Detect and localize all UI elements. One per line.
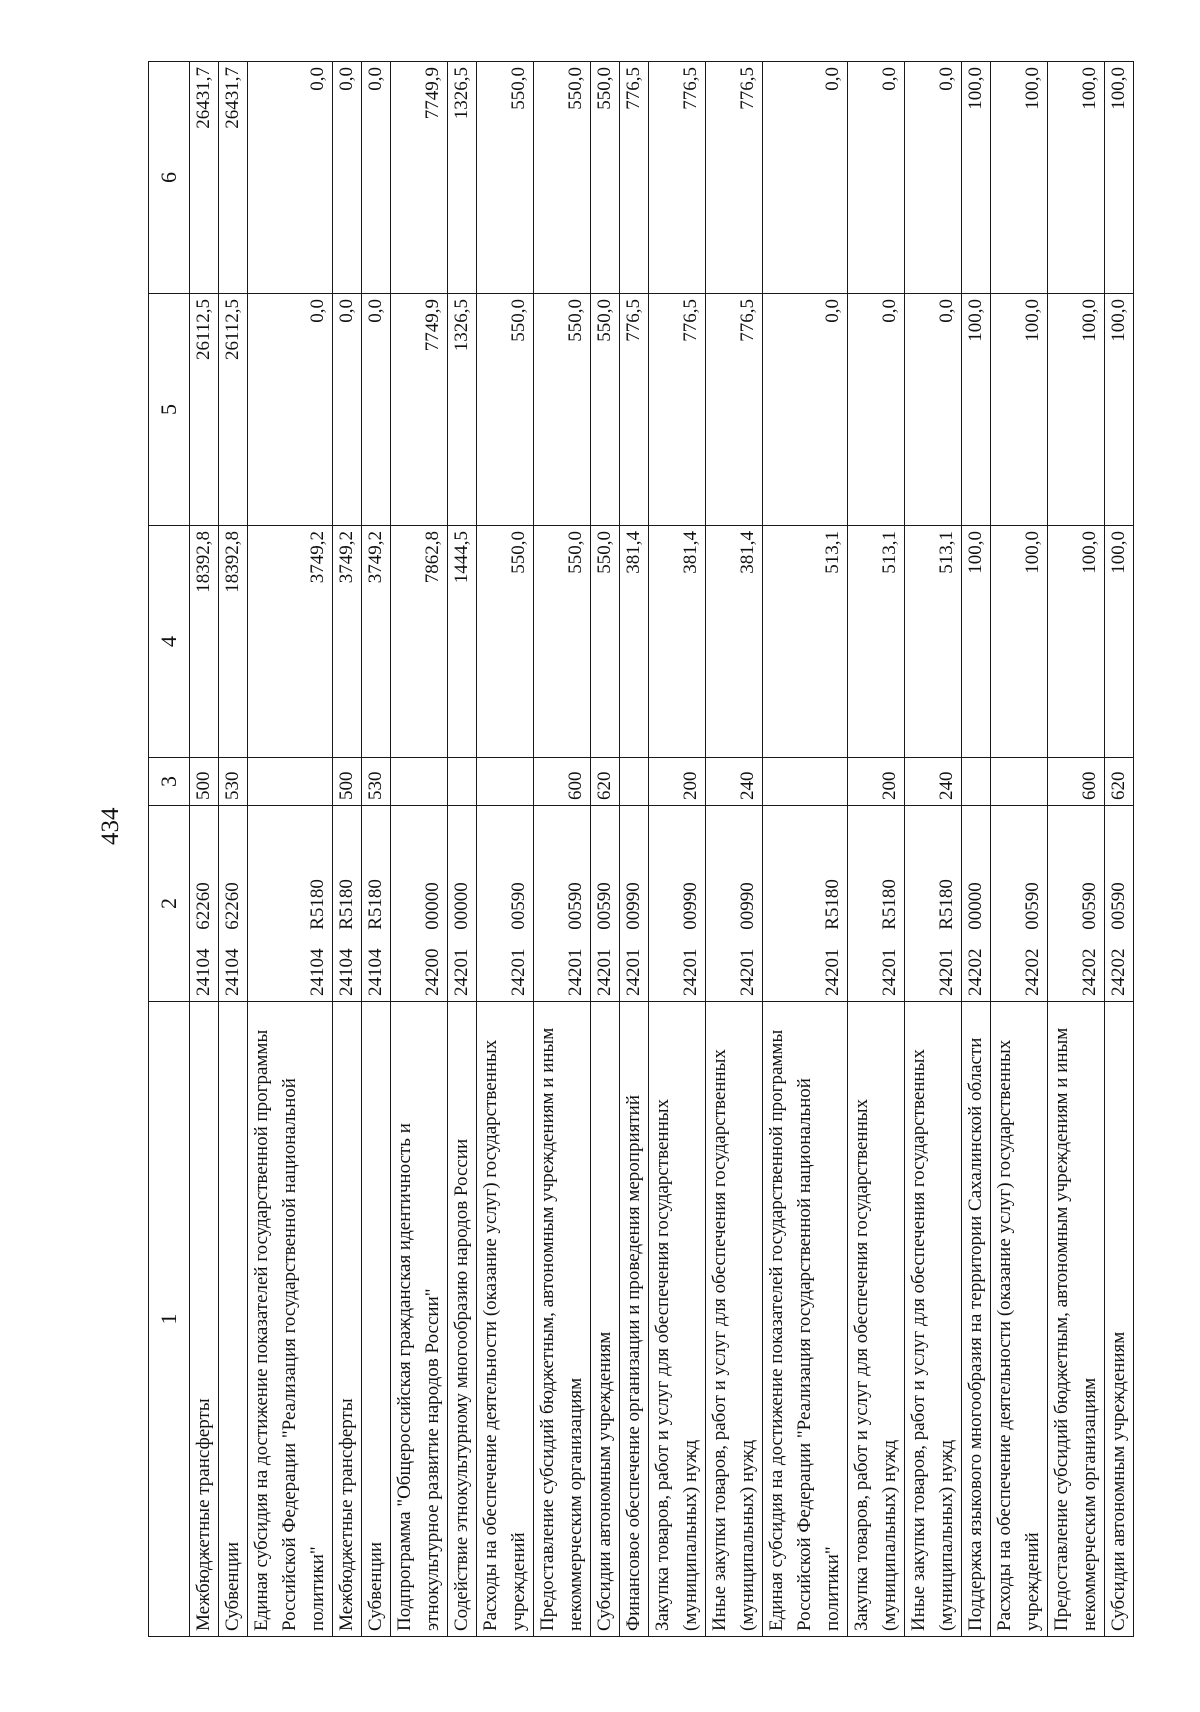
row-expense-type — [477, 758, 534, 806]
table-row — [591, 62, 620, 1637]
row-name: Поддержка языкового многообразия на территории Сахалинской области — [962, 1002, 991, 1637]
row-value-col4: 550,0 — [534, 526, 591, 758]
row-code: 24201 00590 — [477, 806, 534, 1002]
row-value-col5: 776,5 — [620, 294, 649, 526]
row-expense-type: 530 — [362, 758, 391, 806]
row-expense-type: 500 — [333, 758, 362, 806]
row-value-col5: 26112,5 — [219, 294, 248, 526]
row-value-col6: 550,0 — [534, 62, 591, 294]
budget-table-frame — [148, 62, 1158, 1637]
row-name: Предоставление субсидий бюджетным, автономным учреждениям и иным некоммерческим организациям — [1048, 1002, 1105, 1637]
row-code: 24104 R5180 — [333, 806, 362, 1002]
rotated-page-area — [148, 62, 1158, 1637]
row-value-col6: 100,0 — [962, 62, 991, 294]
column-header-5: 5 — [149, 294, 190, 526]
table-row — [848, 62, 905, 1637]
row-name: Финансовое обеспечение организации и проведения мероприятий — [620, 1002, 649, 1637]
column-header-2: 2 — [149, 806, 190, 1002]
row-expense-type: 200 — [649, 758, 706, 806]
row-code: 24202 00000 — [962, 806, 991, 1002]
table-row — [219, 62, 248, 1637]
column-header-1: 1 — [149, 1002, 190, 1637]
table-row — [190, 62, 219, 1637]
row-value-col6: 26431,7 — [190, 62, 219, 294]
row-value-col5: 0,0 — [763, 294, 848, 526]
row-code: 24201 R5180 — [763, 806, 848, 1002]
row-name: Подпрограмма "Общероссийская гражданская идентичность и этнокультурное развитие народов России" — [391, 1002, 448, 1637]
row-name: Закупка товаров, работ и услуг для обеспечения государственных (муниципальных) нужд — [848, 1002, 905, 1637]
row-value-col6: 0,0 — [848, 62, 905, 294]
row-value-col5: 100,0 — [991, 294, 1048, 526]
row-expense-type — [991, 758, 1048, 806]
row-expense-type: 600 — [534, 758, 591, 806]
row-value-col6: 100,0 — [1048, 62, 1105, 294]
row-value-col4: 513,1 — [905, 526, 962, 758]
table-row — [991, 62, 1048, 1637]
row-value-col5: 776,5 — [649, 294, 706, 526]
row-name: Субсидии автономным учреждениям — [591, 1002, 620, 1637]
row-name: Субвенции — [219, 1002, 248, 1637]
row-expense-type — [391, 758, 448, 806]
row-value-col5: 0,0 — [333, 294, 362, 526]
row-expense-type — [448, 758, 477, 806]
column-header-6: 6 — [149, 62, 190, 294]
row-value-col4: 18392,8 — [219, 526, 248, 758]
table-row — [477, 62, 534, 1637]
row-value-col6: 550,0 — [591, 62, 620, 294]
page-number: 434 — [97, 807, 124, 845]
row-expense-type: 620 — [1105, 758, 1134, 806]
row-value-col4: 381,4 — [706, 526, 763, 758]
row-value-col4: 1444,5 — [448, 526, 477, 758]
row-value-col6: 0,0 — [905, 62, 962, 294]
row-expense-type: 200 — [848, 758, 905, 806]
row-value-col4: 550,0 — [477, 526, 534, 758]
row-expense-type — [962, 758, 991, 806]
row-name: Субсидии автономным учреждениям — [1105, 1002, 1134, 1637]
row-value-col4: 7862,8 — [391, 526, 448, 758]
table-row — [333, 62, 362, 1637]
row-value-col4: 100,0 — [962, 526, 991, 758]
row-expense-type: 620 — [591, 758, 620, 806]
row-code: 24201 R5180 — [848, 806, 905, 1002]
row-value-col6: 776,5 — [620, 62, 649, 294]
row-code: 24200 00000 — [391, 806, 448, 1002]
row-name: Межбюджетные трансферты — [333, 1002, 362, 1637]
row-expense-type — [763, 758, 848, 806]
row-name: Единая субсидия на достижение показателей государственной программы Российской Федерации "Реализация государственной национальной политики" — [248, 1002, 333, 1637]
row-expense-type: 240 — [706, 758, 763, 806]
row-value-col5: 7749,9 — [391, 294, 448, 526]
row-value-col6: 0,0 — [362, 62, 391, 294]
row-value-col4: 513,1 — [848, 526, 905, 758]
row-value-col4: 513,1 — [763, 526, 848, 758]
row-name: Субвенции — [362, 1002, 391, 1637]
row-expense-type: 500 — [190, 758, 219, 806]
row-code: 24201 R5180 — [905, 806, 962, 1002]
row-expense-type — [620, 758, 649, 806]
row-code: 24201 00990 — [649, 806, 706, 1002]
row-expense-type: 600 — [1048, 758, 1105, 806]
row-code: 24201 00990 — [706, 806, 763, 1002]
row-value-col4: 381,4 — [620, 526, 649, 758]
row-name: Предоставление субсидий бюджетным, автономным учреждениям и иным некоммерческим организациям — [534, 1002, 591, 1637]
row-value-col5: 26112,5 — [190, 294, 219, 526]
row-value-col5: 100,0 — [962, 294, 991, 526]
row-value-col6: 100,0 — [991, 62, 1048, 294]
row-code: 24202 00590 — [1105, 806, 1134, 1002]
table-row — [1105, 62, 1134, 1637]
row-value-col5: 0,0 — [362, 294, 391, 526]
table-row — [905, 62, 962, 1637]
row-expense-type — [248, 758, 333, 806]
row-code: 24201 00590 — [534, 806, 591, 1002]
table-row — [763, 62, 848, 1637]
table-row — [391, 62, 448, 1637]
row-value-col5: 100,0 — [1048, 294, 1105, 526]
row-name: Закупка товаров, работ и услуг для обеспечения государственных (муниципальных) нужд — [649, 1002, 706, 1637]
table-row — [534, 62, 591, 1637]
row-value-col5: 550,0 — [534, 294, 591, 526]
table-row — [448, 62, 477, 1637]
row-code: 24202 00590 — [991, 806, 1048, 1002]
table-row — [248, 62, 333, 1637]
row-code: 24201 00000 — [448, 806, 477, 1002]
row-value-col6: 0,0 — [333, 62, 362, 294]
header-row — [149, 62, 190, 1637]
row-value-col6: 0,0 — [763, 62, 848, 294]
row-value-col4: 3749,2 — [333, 526, 362, 758]
row-expense-type: 530 — [219, 758, 248, 806]
row-value-col4: 18392,8 — [190, 526, 219, 758]
row-code: 24104 62260 — [219, 806, 248, 1002]
row-value-col6: 1326,5 — [448, 62, 477, 294]
row-code: 24201 00590 — [591, 806, 620, 1002]
row-value-col6: 100,0 — [1105, 62, 1134, 294]
row-value-col4: 381,4 — [649, 526, 706, 758]
row-name: Расходы на обеспечение деятельности (оказание услуг) государственных учреждений — [477, 1002, 534, 1637]
table-row — [1048, 62, 1105, 1637]
column-header-4: 4 — [149, 526, 190, 758]
row-value-col6: 550,0 — [477, 62, 534, 294]
row-value-col5: 0,0 — [248, 294, 333, 526]
row-value-col5: 1326,5 — [448, 294, 477, 526]
row-name: Расходы на обеспечение деятельности (оказание услуг) государственных учреждений — [991, 1002, 1048, 1637]
table-row — [706, 62, 763, 1637]
row-name: Иные закупки товаров, работ и услуг для обеспечения государственных (муниципальных) нужд — [706, 1002, 763, 1637]
row-value-col5: 550,0 — [477, 294, 534, 526]
row-code: 24104 R5180 — [248, 806, 333, 1002]
table-row — [620, 62, 649, 1637]
row-name: Иные закупки товаров, работ и услуг для обеспечения государственных (муниципальных) нужд — [905, 1002, 962, 1637]
table-row — [362, 62, 391, 1637]
table-row — [649, 62, 706, 1637]
row-value-col6: 776,5 — [706, 62, 763, 294]
row-value-col5: 0,0 — [848, 294, 905, 526]
row-value-col4: 3749,2 — [248, 526, 333, 758]
row-expense-type: 240 — [905, 758, 962, 806]
row-value-col6: 776,5 — [649, 62, 706, 294]
row-value-col4: 100,0 — [991, 526, 1048, 758]
column-header-3: 3 — [149, 758, 190, 806]
row-value-col5: 550,0 — [591, 294, 620, 526]
table-row — [962, 62, 991, 1637]
row-value-col4: 100,0 — [1048, 526, 1105, 758]
row-value-col5: 0,0 — [905, 294, 962, 526]
row-value-col6: 0,0 — [248, 62, 333, 294]
row-code: 24104 62260 — [190, 806, 219, 1002]
row-name: Межбюджетные трансферты — [190, 1002, 219, 1637]
row-value-col4: 100,0 — [1105, 526, 1134, 758]
row-code: 24201 00990 — [620, 806, 649, 1002]
row-value-col6: 7749,9 — [391, 62, 448, 294]
row-code: 24202 00590 — [1048, 806, 1105, 1002]
row-value-col5: 100,0 — [1105, 294, 1134, 526]
row-name: Содействие этнокультурному многообразию народов России — [448, 1002, 477, 1637]
row-value-col4: 3749,2 — [362, 526, 391, 758]
row-value-col4: 550,0 — [591, 526, 620, 758]
row-name: Единая субсидия на достижение показателей государственной программы Российской Федерации "Реализация государственной национальной политики" — [763, 1002, 848, 1637]
row-value-col6: 26431,7 — [219, 62, 248, 294]
row-value-col5: 776,5 — [706, 294, 763, 526]
budget-table — [148, 61, 1134, 1637]
row-code: 24104 R5180 — [362, 806, 391, 1002]
